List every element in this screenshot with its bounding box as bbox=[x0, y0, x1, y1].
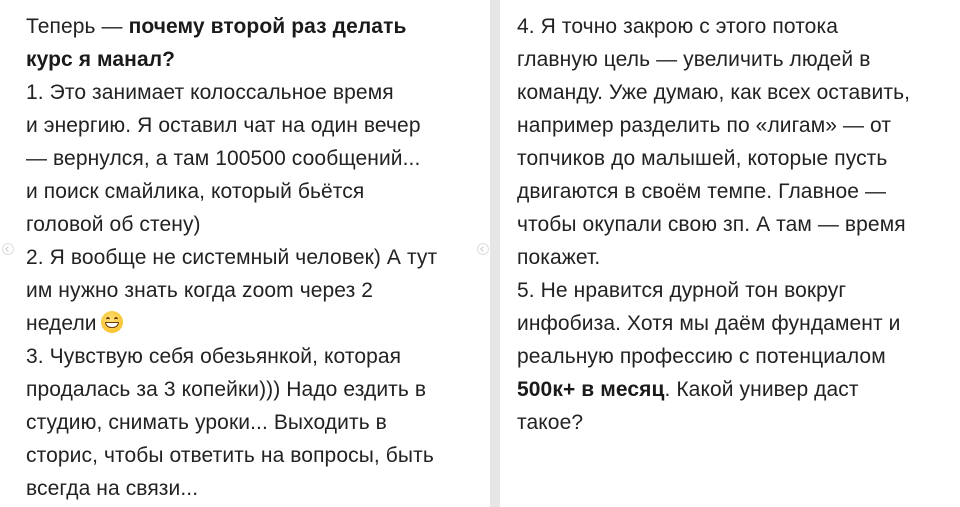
text-segment: 2. Я вообще не системный человек) А тут bbox=[26, 246, 438, 269]
text-line bbox=[517, 241, 960, 274]
text-segment: продалась за 3 копейки))) Надо ездить в bbox=[26, 378, 427, 401]
text-line bbox=[26, 208, 490, 241]
text-line bbox=[26, 109, 490, 142]
chevron-left-icon[interactable] bbox=[2, 243, 14, 255]
text-line bbox=[517, 142, 960, 175]
text-segment: двигаются в своём темпе. Главное — bbox=[517, 180, 887, 203]
bold-text: курс я манал? bbox=[26, 48, 176, 71]
text-segment: — вернулся, а там 100500 сообщений... bbox=[26, 147, 421, 170]
grinning-face-emoji bbox=[101, 311, 123, 333]
text-segment: такое? bbox=[517, 411, 584, 434]
text-segment: . Какой универ даст bbox=[664, 378, 859, 401]
text-line bbox=[26, 340, 490, 373]
text-line bbox=[26, 241, 490, 274]
text-line bbox=[26, 472, 490, 505]
text-line bbox=[26, 175, 490, 208]
text-segment: например разделить по «лигам» — от bbox=[517, 114, 892, 137]
text-segment: команду. Уже думаю, как всех оставить, bbox=[517, 81, 911, 104]
text-segment: 4. Я точно закрою с этого потока bbox=[517, 15, 838, 38]
text-segment: всегда на связи... bbox=[26, 477, 199, 500]
text-line bbox=[517, 307, 960, 340]
text-segment: студию, снимать уроки... Выходить в bbox=[26, 411, 387, 434]
text-segment: покажет. bbox=[517, 246, 601, 269]
text-segment: и поиск смайлика, который бьётся bbox=[26, 180, 365, 203]
text-segment: Теперь — bbox=[26, 15, 129, 38]
text-line bbox=[26, 406, 490, 439]
text-segment: 5. Не нравится дурной тон вокруг bbox=[517, 279, 847, 302]
panel-divider bbox=[490, 0, 500, 507]
text-line bbox=[517, 10, 960, 43]
bold-text: почему второй раз делать bbox=[128, 15, 407, 38]
bold-text: 500к+ в месяц bbox=[517, 378, 665, 401]
text-segment: инфобиза. Хотя мы даём фундамент и bbox=[517, 312, 901, 335]
right-text-panel bbox=[500, 0, 960, 507]
text-line bbox=[517, 175, 960, 208]
chevron-left-icon[interactable] bbox=[477, 243, 489, 255]
text-line bbox=[517, 76, 960, 109]
text-segment: 3. Чувствую себя обезьянкой, которая bbox=[26, 345, 402, 368]
text-line bbox=[517, 208, 960, 241]
text-line bbox=[26, 142, 490, 175]
text-segment: топчиков до малышей, которые пусть bbox=[517, 147, 888, 170]
text-line bbox=[26, 373, 490, 406]
text-line bbox=[517, 340, 960, 373]
text-segment: сторис, чтобы ответить на вопросы, быть bbox=[26, 444, 434, 467]
text-segment: реальную профессию с потенциалом bbox=[517, 345, 886, 368]
text-segment: 1. Это занимает колоссальное время bbox=[26, 81, 394, 104]
text-segment: головой об стену) bbox=[26, 213, 201, 236]
text-line bbox=[26, 43, 490, 76]
text-line bbox=[517, 274, 960, 307]
text-line bbox=[26, 307, 490, 340]
text-line bbox=[26, 274, 490, 307]
text-line bbox=[26, 76, 490, 109]
text-line bbox=[517, 406, 960, 439]
text-line bbox=[26, 10, 490, 43]
text-segment: главную цель — увеличить людей в bbox=[517, 48, 871, 71]
text-segment: им нужно знать когда zoom через 2 bbox=[26, 279, 374, 302]
text-line bbox=[517, 373, 960, 406]
text-segment: и энергию. Я оставил чат на один вечер bbox=[26, 114, 421, 137]
text-segment: недели bbox=[26, 312, 97, 335]
text-line bbox=[26, 439, 490, 472]
text-line bbox=[517, 109, 960, 142]
text-segment: чтобы окупали свою зп. А там — время bbox=[517, 213, 906, 236]
text-line bbox=[517, 43, 960, 76]
